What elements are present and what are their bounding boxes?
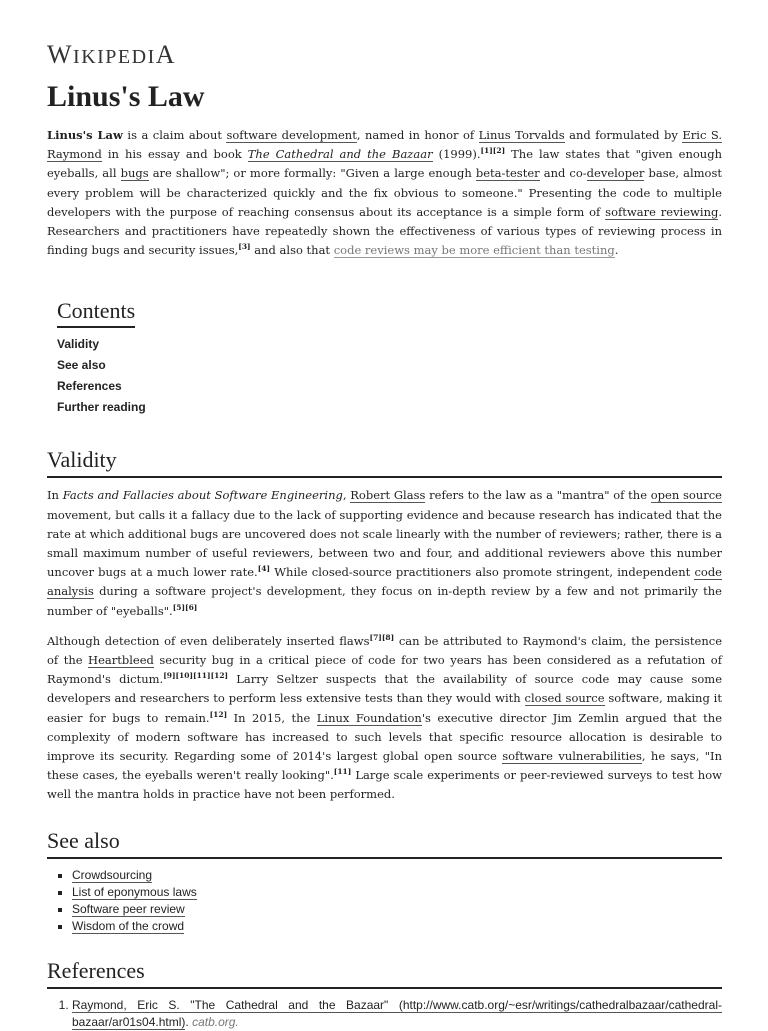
validity-text: In 2015, the — [227, 710, 317, 725]
link-linus-torvalds[interactable]: Linus Torvalds — [478, 128, 565, 142]
list-item — [72, 901, 722, 918]
toc-item-see-also[interactable]: See also — [57, 358, 106, 373]
section-see-also — [47, 827, 722, 935]
references-list — [47, 997, 722, 1031]
toc-item-references[interactable]: References — [57, 379, 122, 394]
validity-paragraph-1 — [47, 486, 722, 620]
validity-text: , he says, "In these cases, the eyeballs weren't really looking". — [47, 749, 722, 783]
citation-3[interactable]: [3] — [238, 242, 251, 252]
intro-paragraph — [47, 126, 722, 260]
see-also-list — [47, 867, 722, 935]
validity-text: security bug in a critical piece of code for two years has been considered as a refutation of Raymond's dictum. — [47, 653, 722, 687]
link-eponymous-laws[interactable]: List of eponymous laws — [72, 884, 197, 899]
intro-text: (1999). — [432, 147, 481, 162]
citation-9-12[interactable]: [9][10][11][12] — [163, 671, 229, 681]
intro-text: are shallow"; or more formally: "Given a large enough — [148, 166, 476, 181]
intro-text: and formulated by — [564, 128, 683, 142]
intro-text: . — [614, 243, 619, 258]
validity-text: Although detection of even deliberately inserted flaws — [47, 633, 370, 648]
logo-letter-w: W — [47, 40, 74, 69]
reference-text: . — [185, 1014, 193, 1029]
validity-text: can be attributed to Raymond's claim, the persistence of the — [47, 633, 722, 668]
validity-text: refers to the law as a "mantra" of the — [425, 488, 651, 503]
link-software-vulnerabilities[interactable]: software vulnerabilities — [502, 749, 642, 764]
link-code-reviews[interactable]: code reviews — [333, 243, 410, 258]
page-title: Linus's Law — [47, 80, 205, 113]
validity-text: While closed-source practitioners also promote stringent, independent — [270, 565, 695, 580]
citation-11[interactable]: [11] — [333, 767, 352, 777]
link-linux-foundation[interactable]: Linux Foundation — [316, 710, 422, 725]
section-validity — [47, 446, 722, 804]
citation-7-8[interactable]: [7][8] — [369, 633, 395, 643]
validity-text: software, making it easier for bugs to remain. — [47, 691, 722, 725]
reference-site: catb.org. — [192, 1014, 239, 1029]
link-open-source[interactable]: open source — [650, 488, 722, 503]
list-item — [72, 867, 722, 884]
validity-text: Larry Seltzer suspects that the availability of source code may cause some developers and researchers to perform less extensive tests than they would with — [47, 672, 722, 706]
link-more-efficient[interactable]: may be more efficient than testing — [409, 243, 615, 258]
validity-text: In — [47, 488, 63, 503]
intro-text: The law states that "given enough eyeballs, all — [47, 147, 722, 181]
link-eric-raymond[interactable]: Eric S. Raymond — [47, 128, 722, 162]
logo-letters: IKIPEDI — [73, 46, 156, 68]
toc-item-validity[interactable]: Validity — [57, 337, 100, 352]
validity-text: , — [342, 488, 351, 503]
heading-validity: Validity — [47, 446, 722, 478]
heading-references: References — [47, 957, 722, 989]
toc-title: Contents — [57, 298, 135, 328]
citation-5-6[interactable]: [5][6] — [172, 602, 198, 612]
link-code-analysis[interactable]: code analysis — [47, 565, 722, 599]
link-crowdsourcing[interactable]: Crowdsourcing — [72, 867, 153, 882]
logo-letter-a: A — [155, 40, 177, 69]
reference-link[interactable]: Raymond, Eric S. "The Cathedral and the Bazaar" (http://www.catb.org/~esr/writings/cathedralbazaar/cathedral-bazaar/ar01s04.html) — [72, 997, 722, 1029]
validity-text: 's executive director Jim Zemlin argued that the complexity of modern software has increased to such levels that specific resource allocation is desirable to improve its security. Regarding some of 2014's largest global open source — [47, 710, 723, 764]
citation-12[interactable]: [12] — [209, 709, 228, 719]
link-wisdom-of-crowd[interactable]: Wisdom of the crowd — [72, 918, 185, 933]
intro-text: and also that — [250, 243, 334, 258]
reference-item — [72, 997, 722, 1031]
validity-text: Large scale experiments or peer-reviewed surveys to test how well the mantra holds in practice have not been performed. — [47, 768, 722, 802]
intro-text: and co- — [539, 166, 587, 181]
citation-4[interactable]: [4] — [257, 564, 271, 574]
link-heartbleed[interactable]: Heartbleed — [88, 653, 154, 668]
link-closed-source[interactable]: closed source — [524, 691, 605, 706]
link-cathedral-bazaar[interactable]: The Cathedral and the Bazaar — [247, 147, 433, 162]
intro-text: is a claim about — [122, 128, 227, 142]
book-title-facts-fallacies: Facts and Fallacies about Software Engineering — [62, 488, 343, 503]
validity-text: movement, but calls it a fallacy due to the lack of supporting evidence and because research has indicated that the rate at which additional bugs are uncovered does not scale linearly with the number of reviewers; rather, there is a small maximum number of useful reviewers, between two and four, and additional reviewers above this number uncover bugs at a much lower rate. — [47, 507, 722, 580]
link-software-peer-review[interactable]: Software peer review — [72, 901, 185, 916]
link-bugs[interactable]: bugs — [120, 166, 149, 181]
list-item — [72, 884, 722, 901]
link-beta-tester[interactable]: beta-tester — [475, 166, 540, 181]
toc-item-further-reading[interactable]: Further reading — [57, 400, 146, 415]
intro-text: base, almost every problem will be characterized quickly and the fix obvious to someone." Presenting the code to multiple developers with the purpose of reaching consensus about its acceptance is a simple form of — [47, 166, 723, 219]
intro-text: in his essay and book — [101, 147, 248, 162]
link-software-development[interactable]: software development — [226, 128, 357, 142]
heading-see-also: See also — [47, 827, 722, 859]
link-developer[interactable]: developer — [586, 166, 645, 181]
intro-bold-term: Linus's Law — [47, 128, 123, 142]
intro-text: , named in honor of — [356, 128, 479, 142]
citation-1-2[interactable]: [1][2] — [480, 146, 506, 156]
list-item — [72, 918, 722, 935]
validity-text: during a software project's development, they focus on in-depth review by a few and not primarily the number of "eyeballs". — [47, 584, 722, 618]
link-robert-glass[interactable]: Robert Glass — [350, 488, 426, 503]
link-software-reviewing[interactable]: software reviewing — [605, 204, 719, 219]
wikipedia-logo[interactable] — [47, 40, 722, 70]
section-references — [47, 957, 722, 1031]
table-of-contents — [57, 298, 722, 418]
intro-text: . Researchers and practitioners have repeatedly shown the effectiveness of various types of reviewing process in finding bugs and security issues, — [47, 204, 722, 258]
validity-paragraph-2 — [47, 632, 722, 805]
